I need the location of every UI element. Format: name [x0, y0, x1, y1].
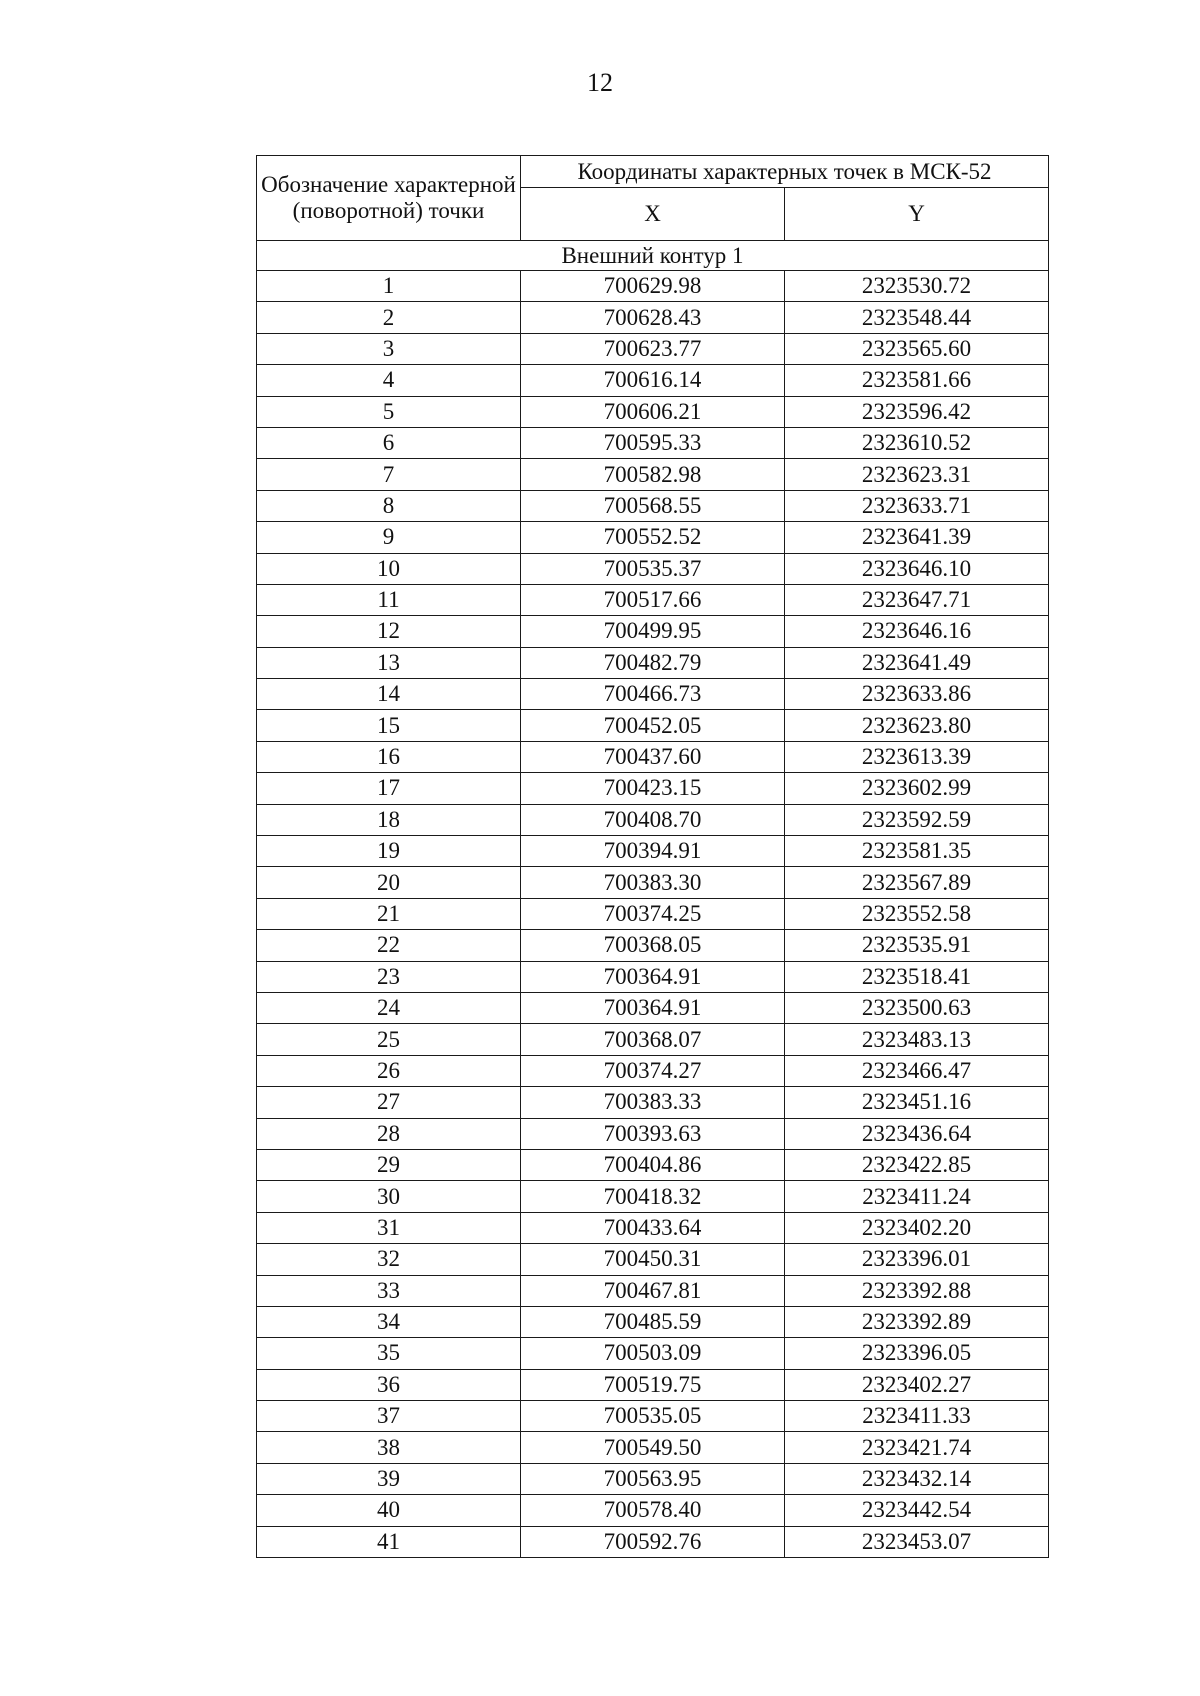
table-row [257, 1432, 1049, 1463]
y-coordinate-cell: 2323500.63 [785, 992, 1049, 1023]
point-number-cell: 33 [257, 1275, 521, 1306]
y-coordinate-cell: 2323436.64 [785, 1118, 1049, 1149]
x-coordinate-cell: 700503.09 [521, 1338, 785, 1369]
point-number-cell: 39 [257, 1463, 521, 1494]
table-row [257, 1118, 1049, 1149]
point-number-cell: 41 [257, 1526, 521, 1557]
point-number-cell: 20 [257, 867, 521, 898]
x-coordinate-cell: 700535.05 [521, 1401, 785, 1432]
x-coordinate-cell: 700616.14 [521, 365, 785, 396]
x-coordinate-cell: 700549.50 [521, 1432, 785, 1463]
point-number-cell: 19 [257, 836, 521, 867]
x-coordinate-cell: 700482.79 [521, 647, 785, 678]
y-coordinate-cell: 2323633.71 [785, 490, 1049, 521]
point-number-cell: 25 [257, 1024, 521, 1055]
point-number-cell: 5 [257, 396, 521, 427]
table-row [257, 522, 1049, 553]
x-coordinate-cell: 700393.63 [521, 1118, 785, 1149]
y-coordinate-cell: 2323581.66 [785, 365, 1049, 396]
y-coordinate-cell: 2323610.52 [785, 427, 1049, 458]
y-coordinate-cell: 2323602.99 [785, 773, 1049, 804]
point-number-cell: 18 [257, 804, 521, 835]
point-number-cell: 40 [257, 1495, 521, 1526]
x-coordinate-cell: 700408.70 [521, 804, 785, 835]
point-number-cell: 26 [257, 1055, 521, 1086]
y-coordinate-cell: 2323451.16 [785, 1087, 1049, 1118]
x-coordinate-cell: 700629.98 [521, 271, 785, 302]
x-coordinate-cell: 700499.95 [521, 616, 785, 647]
table-row [257, 710, 1049, 741]
x-coordinate-cell: 700364.91 [521, 961, 785, 992]
table-row [257, 490, 1049, 521]
table-row [257, 836, 1049, 867]
y-coordinate-cell: 2323411.24 [785, 1181, 1049, 1212]
point-number-cell: 34 [257, 1306, 521, 1337]
point-number-cell: 30 [257, 1181, 521, 1212]
y-coordinate-cell: 2323646.16 [785, 616, 1049, 647]
y-coordinate-cell: 2323565.60 [785, 333, 1049, 364]
y-coordinate-cell: 2323596.42 [785, 396, 1049, 427]
table-row [257, 1526, 1049, 1557]
x-coordinate-cell: 700368.07 [521, 1024, 785, 1055]
table-row [257, 867, 1049, 898]
table-header [257, 156, 1049, 241]
x-coordinate-cell: 700623.77 [521, 333, 785, 364]
point-number-cell: 7 [257, 459, 521, 490]
table-row [257, 553, 1049, 584]
x-coordinate-cell: 700519.75 [521, 1369, 785, 1400]
y-coordinate-cell: 2323552.58 [785, 898, 1049, 929]
y-coordinate-cell: 2323422.85 [785, 1149, 1049, 1180]
header-x: X [521, 188, 785, 241]
y-coordinate-cell: 2323453.07 [785, 1526, 1049, 1557]
point-number-cell: 10 [257, 553, 521, 584]
y-coordinate-cell: 2323392.89 [785, 1306, 1049, 1337]
x-coordinate-cell: 700374.25 [521, 898, 785, 929]
point-number-cell: 36 [257, 1369, 521, 1400]
point-number-cell: 16 [257, 741, 521, 772]
table-row [257, 804, 1049, 835]
x-coordinate-cell: 700368.05 [521, 930, 785, 961]
x-coordinate-cell: 700552.52 [521, 522, 785, 553]
point-number-cell: 9 [257, 522, 521, 553]
point-number-cell: 13 [257, 647, 521, 678]
table-row [257, 1306, 1049, 1337]
table-row [257, 271, 1049, 302]
point-number-cell: 14 [257, 679, 521, 710]
table-row [257, 741, 1049, 772]
point-number-cell: 31 [257, 1212, 521, 1243]
x-coordinate-cell: 700374.27 [521, 1055, 785, 1086]
y-coordinate-cell: 2323466.47 [785, 1055, 1049, 1086]
table-row [257, 616, 1049, 647]
table-row [257, 1275, 1049, 1306]
table-row [257, 1463, 1049, 1494]
point-number-cell: 3 [257, 333, 521, 364]
y-coordinate-cell: 2323581.35 [785, 836, 1049, 867]
table-row [257, 1495, 1049, 1526]
point-number-cell: 1 [257, 271, 521, 302]
point-number-cell: 6 [257, 427, 521, 458]
y-coordinate-cell: 2323613.39 [785, 741, 1049, 772]
point-number-cell: 15 [257, 710, 521, 741]
table-row [257, 1338, 1049, 1369]
y-coordinate-cell: 2323518.41 [785, 961, 1049, 992]
x-coordinate-cell: 700568.55 [521, 490, 785, 521]
point-number-cell: 21 [257, 898, 521, 929]
x-coordinate-cell: 700582.98 [521, 459, 785, 490]
x-coordinate-cell: 700394.91 [521, 836, 785, 867]
y-coordinate-cell: 2323402.20 [785, 1212, 1049, 1243]
y-coordinate-cell: 2323623.31 [785, 459, 1049, 490]
y-coordinate-cell: 2323411.33 [785, 1401, 1049, 1432]
coordinates-table [256, 155, 1049, 1558]
table-row [257, 773, 1049, 804]
x-coordinate-cell: 700535.37 [521, 553, 785, 584]
y-coordinate-cell: 2323641.39 [785, 522, 1049, 553]
point-number-cell: 22 [257, 930, 521, 961]
x-coordinate-cell: 700450.31 [521, 1244, 785, 1275]
y-coordinate-cell: 2323392.88 [785, 1275, 1049, 1306]
table-row [257, 396, 1049, 427]
x-coordinate-cell: 700563.95 [521, 1463, 785, 1494]
x-coordinate-cell: 700433.64 [521, 1212, 785, 1243]
x-coordinate-cell: 700517.66 [521, 584, 785, 615]
y-coordinate-cell: 2323647.71 [785, 584, 1049, 615]
x-coordinate-cell: 700423.15 [521, 773, 785, 804]
table-row [257, 1244, 1049, 1275]
y-coordinate-cell: 2323623.80 [785, 710, 1049, 741]
y-coordinate-cell: 2323396.01 [785, 1244, 1049, 1275]
table-row [257, 1212, 1049, 1243]
table-row [257, 930, 1049, 961]
y-coordinate-cell: 2323530.72 [785, 271, 1049, 302]
y-coordinate-cell: 2323567.89 [785, 867, 1049, 898]
table-row [257, 679, 1049, 710]
point-number-cell: 12 [257, 616, 521, 647]
point-number-cell: 24 [257, 992, 521, 1023]
point-number-cell: 32 [257, 1244, 521, 1275]
y-coordinate-cell: 2323421.74 [785, 1432, 1049, 1463]
header-coordinates-group: Координаты характерных точек в МСК-52 [521, 156, 1049, 188]
x-coordinate-cell: 700592.76 [521, 1526, 785, 1557]
table-row [257, 992, 1049, 1023]
x-coordinate-cell: 700418.32 [521, 1181, 785, 1212]
y-coordinate-cell: 2323432.14 [785, 1463, 1049, 1494]
table-row [257, 302, 1049, 333]
header-y: Y [785, 188, 1049, 241]
y-coordinate-cell: 2323641.49 [785, 647, 1049, 678]
y-coordinate-cell: 2323442.54 [785, 1495, 1049, 1526]
point-number-cell: 2 [257, 302, 521, 333]
table-row [257, 333, 1049, 364]
point-number-cell: 28 [257, 1118, 521, 1149]
x-coordinate-cell: 700383.30 [521, 867, 785, 898]
x-coordinate-cell: 700383.33 [521, 1087, 785, 1118]
page-number: 12 [587, 68, 613, 97]
y-coordinate-cell: 2323402.27 [785, 1369, 1049, 1400]
point-number-cell: 37 [257, 1401, 521, 1432]
x-coordinate-cell: 700578.40 [521, 1495, 785, 1526]
x-coordinate-cell: 700364.91 [521, 992, 785, 1023]
section-row [257, 241, 1049, 271]
section-title: Внешний контур 1 [257, 241, 1049, 271]
y-coordinate-cell: 2323646.10 [785, 553, 1049, 584]
point-number-cell: 35 [257, 1338, 521, 1369]
table-row [257, 584, 1049, 615]
point-number-cell: 23 [257, 961, 521, 992]
x-coordinate-cell: 700628.43 [521, 302, 785, 333]
table-row [257, 427, 1049, 458]
point-number-cell: 11 [257, 584, 521, 615]
table-row [257, 647, 1049, 678]
table-body [257, 241, 1049, 1558]
y-coordinate-cell: 2323396.05 [785, 1338, 1049, 1369]
point-number-cell: 17 [257, 773, 521, 804]
table-row [257, 961, 1049, 992]
table-row [257, 459, 1049, 490]
x-coordinate-cell: 700467.81 [521, 1275, 785, 1306]
point-number-cell: 29 [257, 1149, 521, 1180]
table-row [257, 1024, 1049, 1055]
table-row [257, 1087, 1049, 1118]
x-coordinate-cell: 700404.86 [521, 1149, 785, 1180]
table-row [257, 1369, 1049, 1400]
table-row [257, 1401, 1049, 1432]
y-coordinate-cell: 2323535.91 [785, 930, 1049, 961]
table-row [257, 1055, 1049, 1086]
x-coordinate-cell: 700606.21 [521, 396, 785, 427]
y-coordinate-cell: 2323592.59 [785, 804, 1049, 835]
point-number-cell: 8 [257, 490, 521, 521]
table-row [257, 898, 1049, 929]
point-number-cell: 38 [257, 1432, 521, 1463]
y-coordinate-cell: 2323633.86 [785, 679, 1049, 710]
x-coordinate-cell: 700485.59 [521, 1306, 785, 1337]
point-number-cell: 4 [257, 365, 521, 396]
x-coordinate-cell: 700595.33 [521, 427, 785, 458]
header-row-1 [257, 156, 1049, 188]
point-number-cell: 27 [257, 1087, 521, 1118]
x-coordinate-cell: 700437.60 [521, 741, 785, 772]
x-coordinate-cell: 700452.05 [521, 710, 785, 741]
table-row [257, 365, 1049, 396]
x-coordinate-cell: 700466.73 [521, 679, 785, 710]
y-coordinate-cell: 2323548.44 [785, 302, 1049, 333]
table-row [257, 1149, 1049, 1180]
table-row [257, 1181, 1049, 1212]
y-coordinate-cell: 2323483.13 [785, 1024, 1049, 1055]
header-point-designation: Обозначение характерной (поворотной) точки [257, 156, 521, 241]
